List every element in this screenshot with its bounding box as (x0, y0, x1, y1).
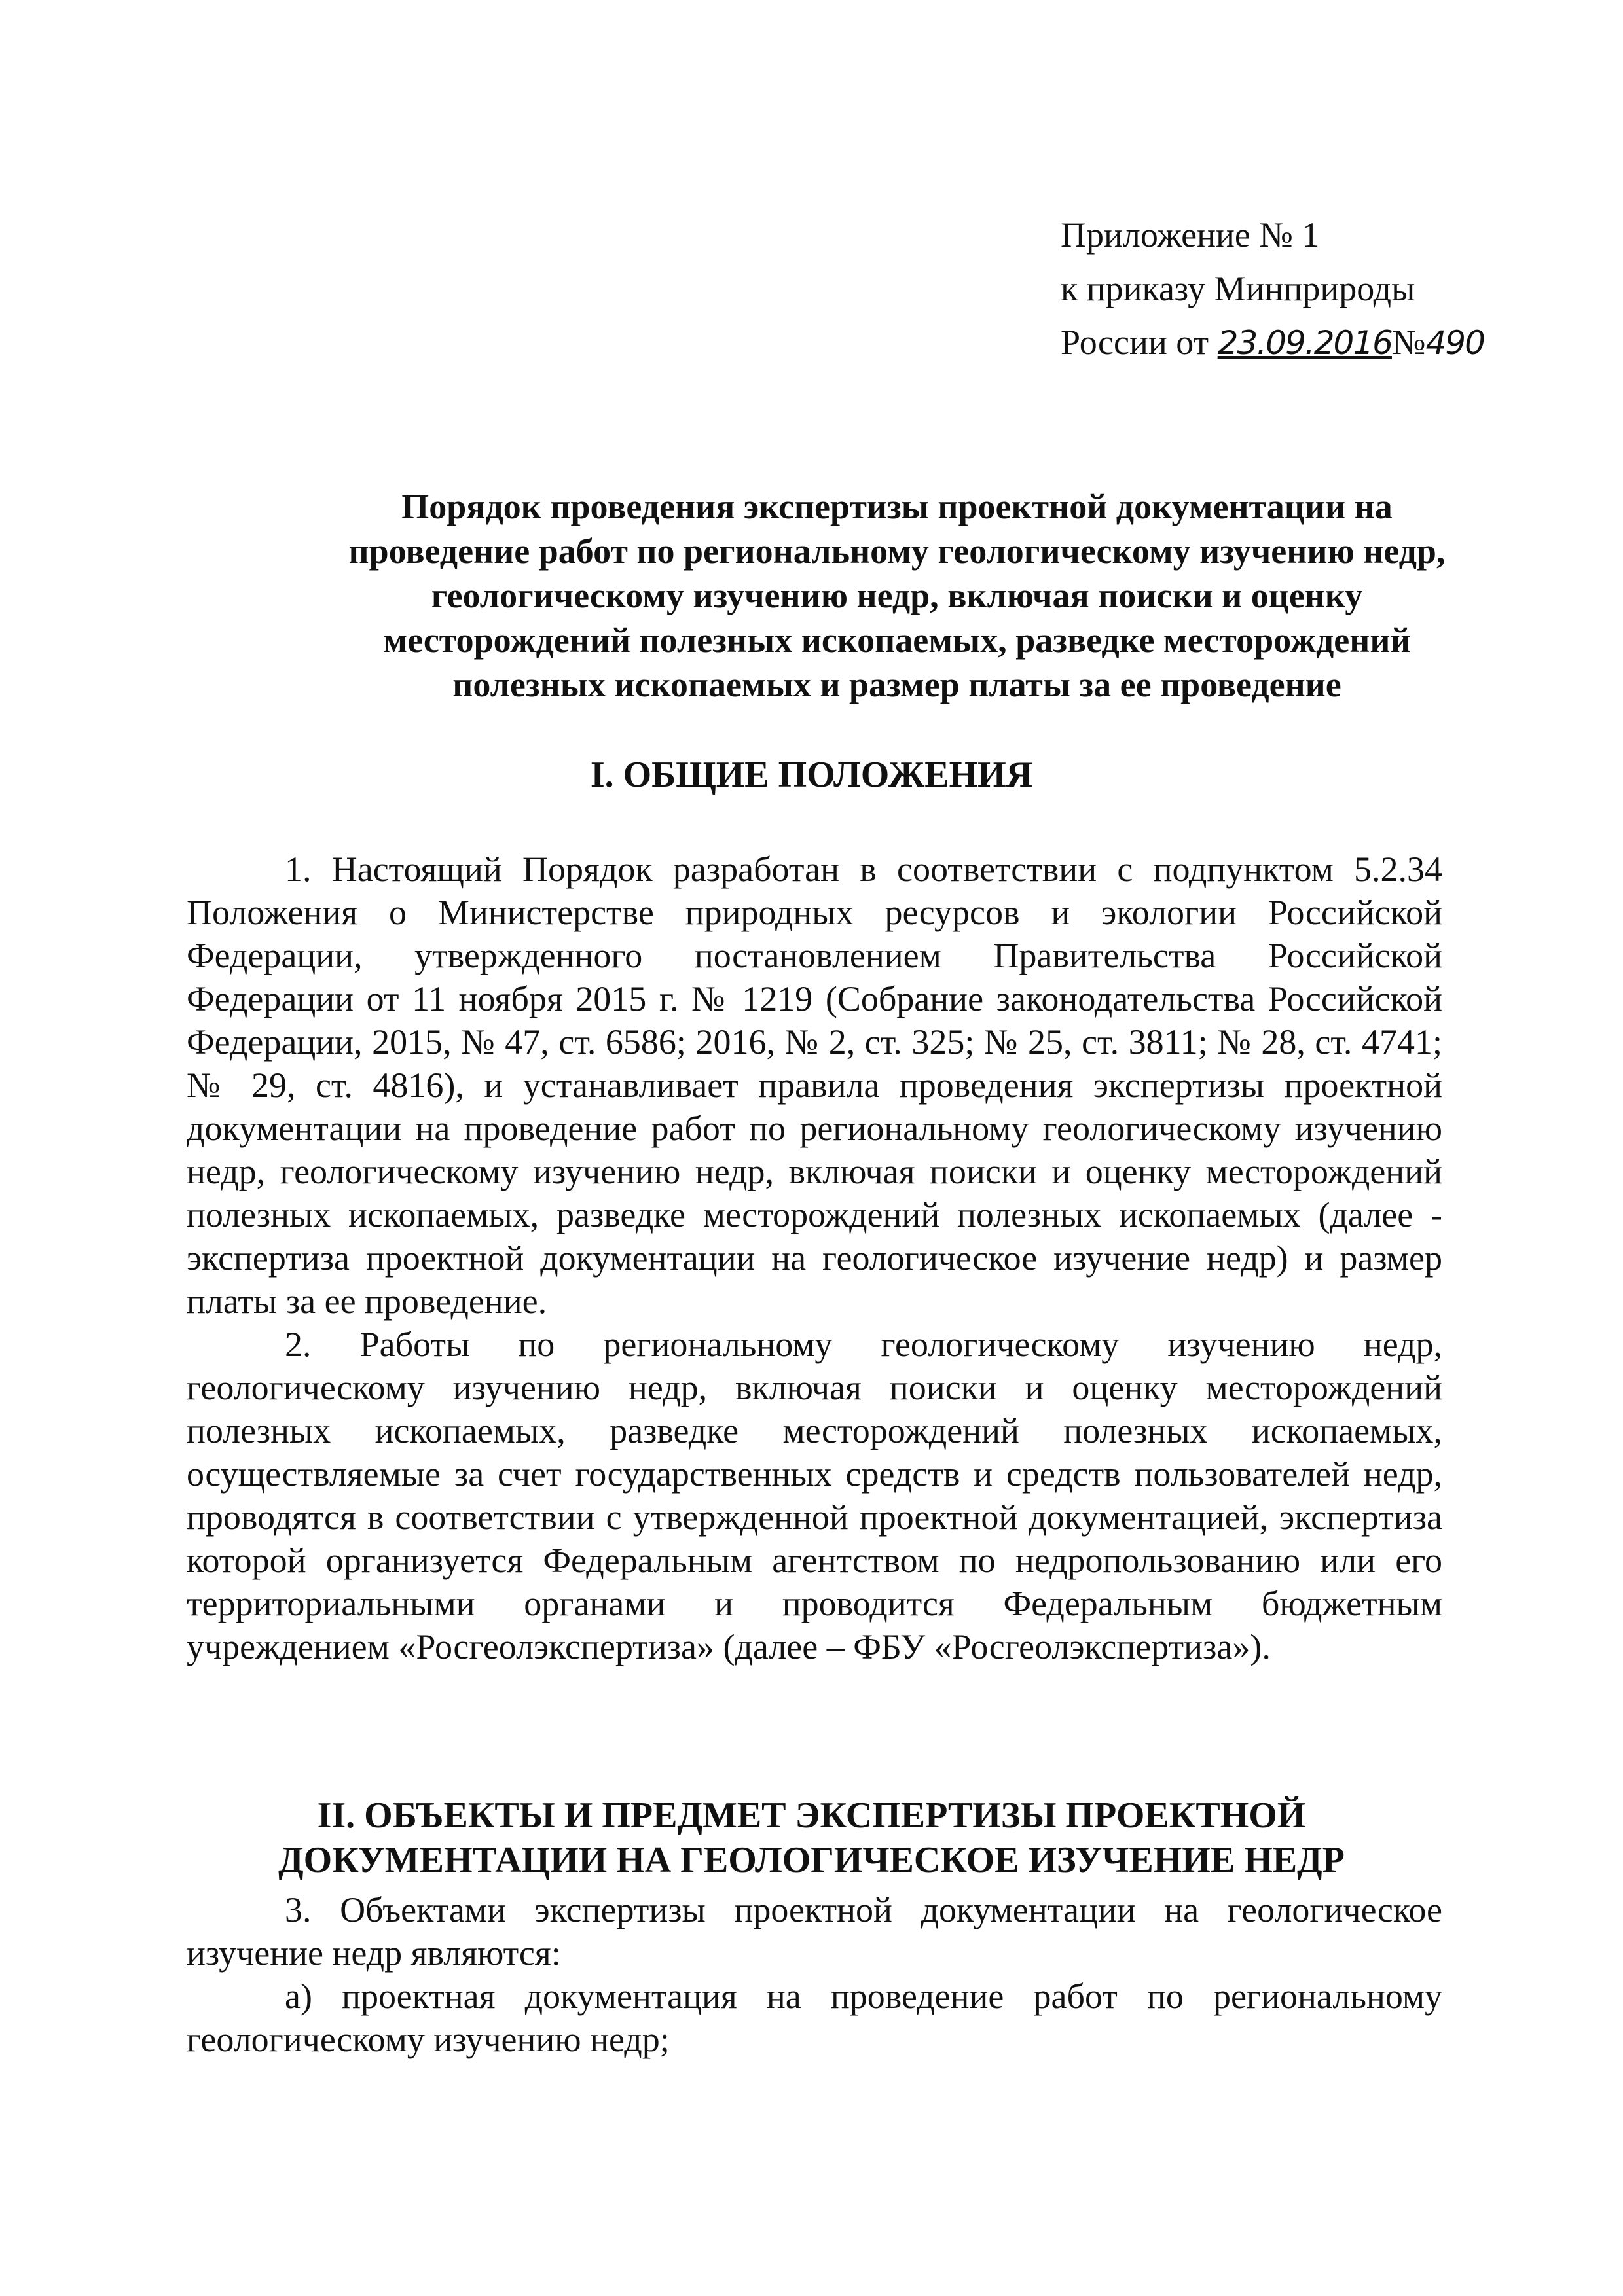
document-title (164, 484, 1623, 707)
section-1-heading-text: I. ОБЩИЕ ПОЛОЖЕНИЯ (590, 755, 1033, 795)
section-1-body (187, 848, 1442, 1668)
title-line: проведение работ по региональному геологическому изучению недр, (348, 531, 1446, 571)
number-sign: № (1391, 323, 1426, 362)
section-2-heading-line-2: ДОКУМЕНТАЦИИ НА ГЕОЛОГИЧЕСКОЕ ИЗУЧЕНИЕ НЕДР (278, 1840, 1345, 1880)
title-line: месторождений полезных ископаемых, разведке месторождений (383, 620, 1411, 660)
title-line: Порядок проведения экспертизы проектной документации на (401, 487, 1393, 526)
appendix-line-1: Приложение № 1 (1061, 215, 1320, 255)
section-2-heading-line-1: II. ОБЪЕКТЫ И ПРЕДМЕТ ЭКСПЕРТИЗЫ ПРОЕКТНОЙ (317, 1795, 1306, 1836)
appendix-block (1061, 208, 1558, 370)
title-line: геологическому изучению недр, включая поиски и оценку (431, 576, 1363, 615)
paragraph-3a: а) проектная документация на проведение работ по региональному геологическому изучению недр; (187, 1977, 1442, 2059)
section-2-body (187, 1888, 1442, 2061)
paragraph-1: 1. Настоящий Порядок разработан в соответствии с подпунктом 5.2.34 Положения о Министерстве природных ресурсов и экологии Российской Федерации, утвержденного постановлением Правительства Российской Федерации от 11 ноября 2015 г. № 1219 (Собрание законодательства Российской Федерации, 2015, № 47, ст. 6586; 2016, № 2, ст. 325; № 25, ст. 3811; № 28, ст. 4741; № 29, ст. 4816), и устанавливает правила проведения экспертизы проектной документации на проведение работ по региональному геологическому изучению недр, геологическому изучению недр, включая поиски и оценку месторождений полезных ископаемых, разведке месторождений полезных ископаемых (далее - экспертиза проектной документации на геологическое изучение недр) и размер платы за ее проведение. (187, 850, 1442, 1321)
handwritten-date: 23.09.2016 (1217, 324, 1392, 362)
appendix-line-3-prefix: России от (1061, 323, 1209, 362)
appendix-line-3 (1061, 315, 1558, 370)
section-2-heading (0, 1793, 1623, 1882)
section-1-heading (0, 753, 1623, 797)
title-line: полезных ископаемых и размер платы за ее проведение (452, 665, 1341, 704)
appendix-line-2: к приказу Минприроды (1061, 269, 1415, 308)
paragraph-3: 3. Объектами экспертизы проектной документации на геологическое изучение недр являются: (187, 1890, 1442, 1973)
handwritten-order-number: 490 (1425, 324, 1484, 362)
paragraph-2: 2. Работы по региональному геологическому изучению недр, геологическому изучению недр, включая поиски и оценку месторождений полезных ископаемых, разведке месторождений полезных ископаемых, осуществляемые за счет государственных средств и средств пользователей недр, проводятся в соответствии с утвержденной проектной документацией, экспертиза которой организуется Федеральным агентством по недропользованию или его территориальными органами и проводится Федеральным бюджетным учреждением «Росгеолэкспертиза» (далее – ФБУ «Росгеолэкспертиза»). (187, 1325, 1442, 1666)
